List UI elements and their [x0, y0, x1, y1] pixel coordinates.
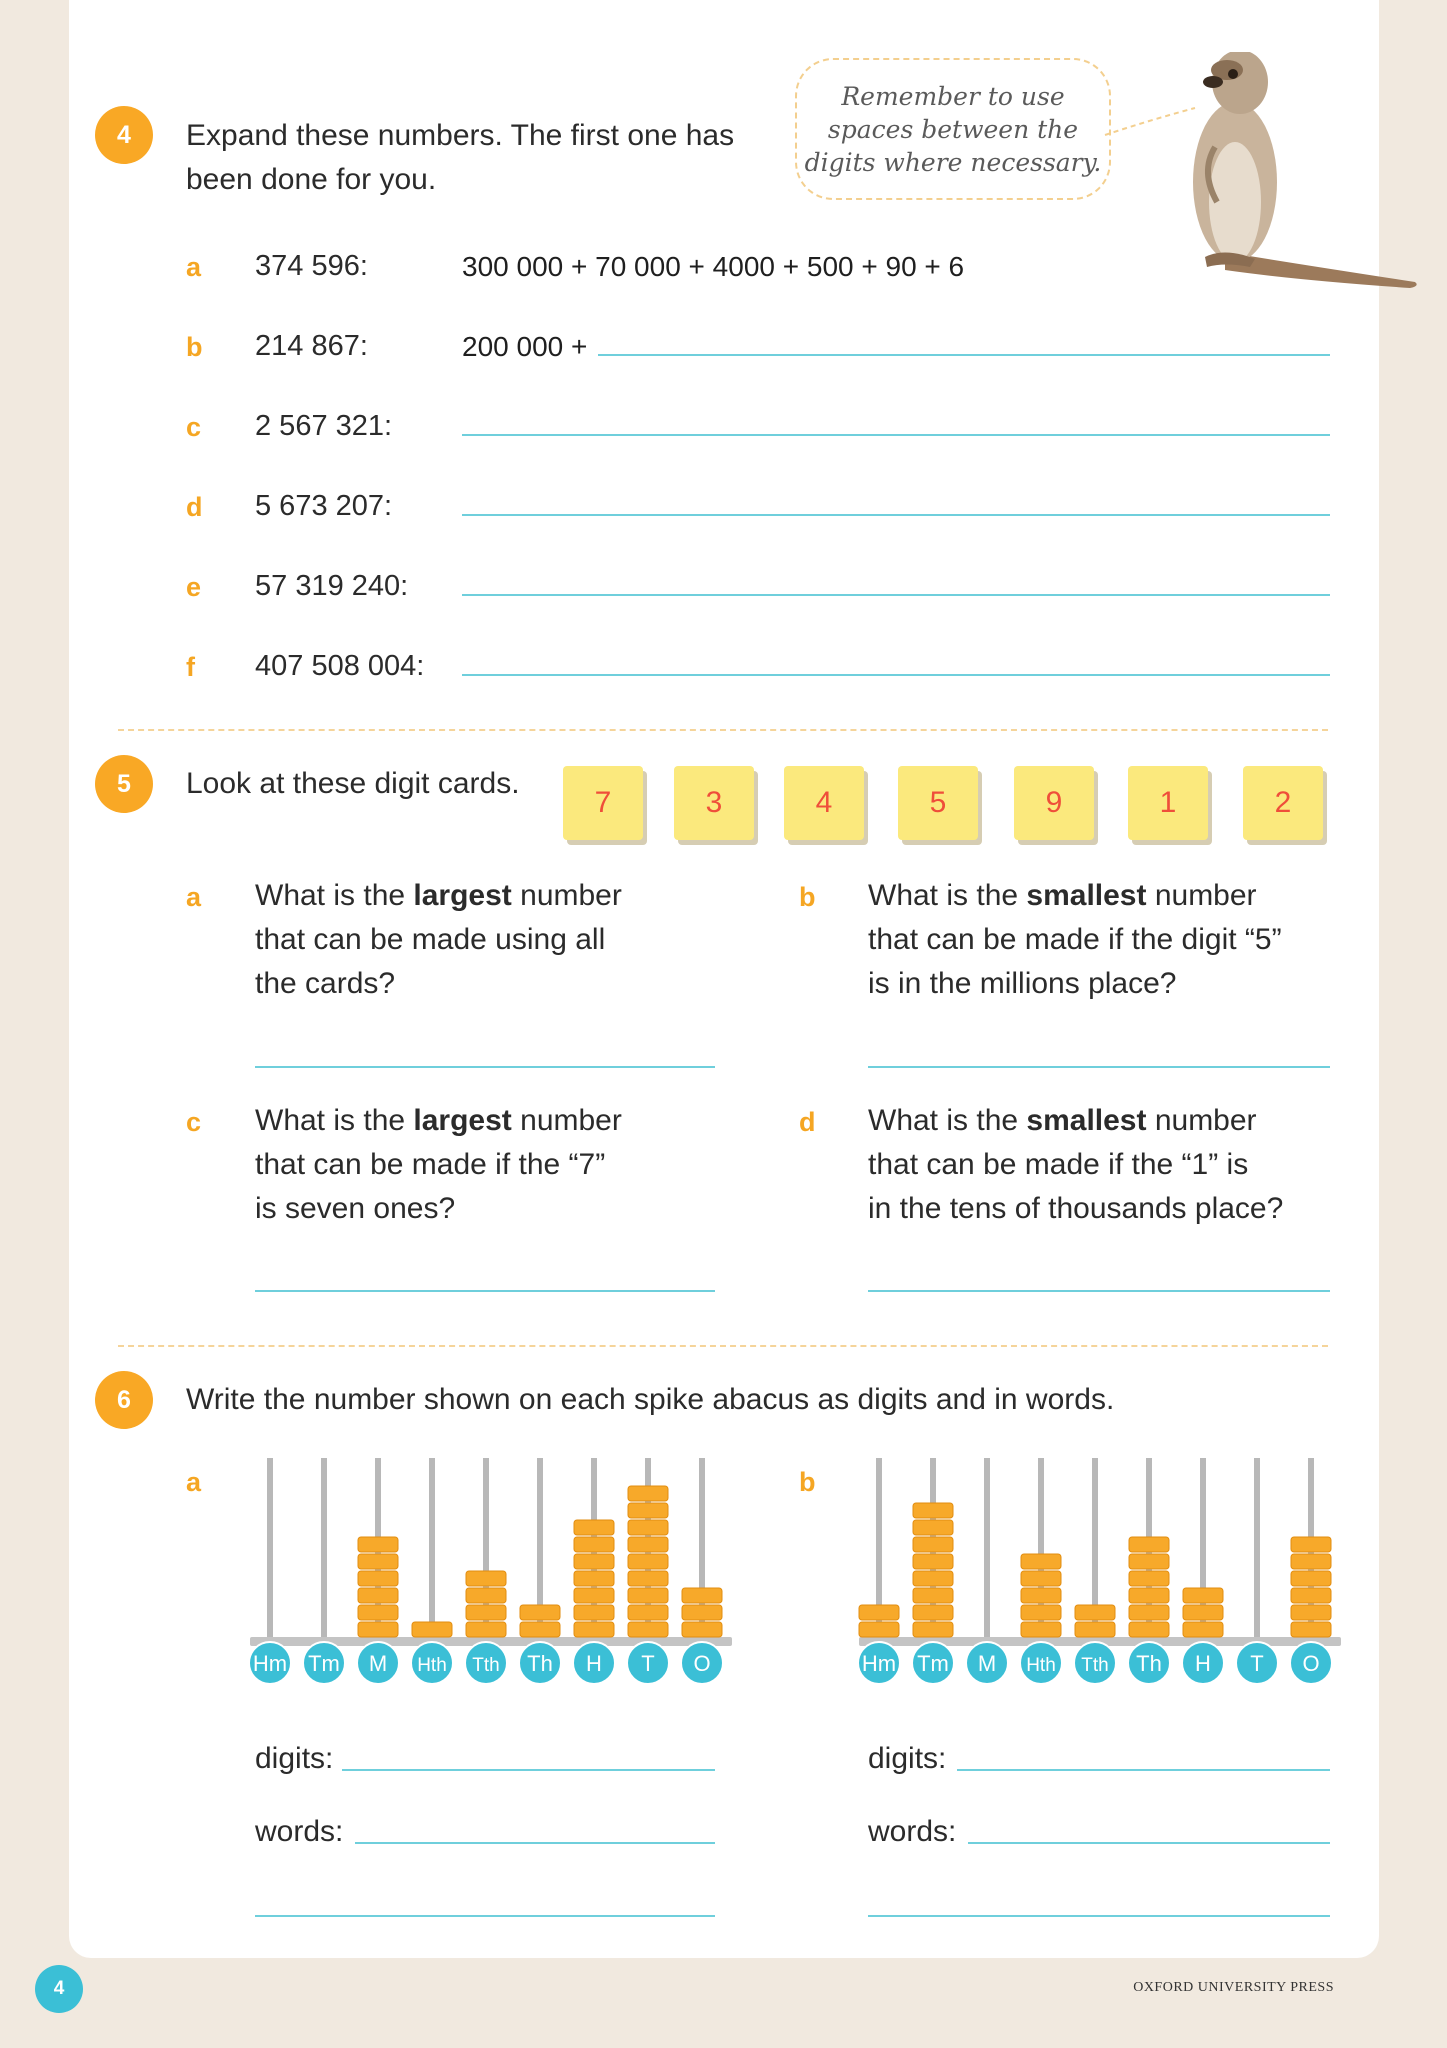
- abacus-bead-h: [574, 1622, 614, 1637]
- abacus-bead-tm: [913, 1554, 953, 1569]
- digit-card: 4: [784, 766, 864, 840]
- abacus-bead-o: [682, 1622, 722, 1637]
- place-label-o: O: [1302, 1651, 1320, 1676]
- q5-letter-a: a: [186, 882, 202, 912]
- bubble-line3: digits where necessary.: [804, 147, 1102, 177]
- abacus-bead-m: [358, 1537, 398, 1552]
- words-label-a: words:: [255, 1815, 344, 1848]
- abacus-bead-t: [628, 1554, 668, 1569]
- q4-expansion-a: 300 000 + 70 000 + 4000 + 500 + 90 + 6: [462, 251, 965, 282]
- section-divider-1: [118, 729, 1328, 731]
- q5a-question: What is the largest number that can be made using all the cards?: [255, 879, 622, 1000]
- abacus-bead-o: [682, 1588, 722, 1603]
- abacus-bead-tth: [1075, 1605, 1115, 1620]
- abacus-bead-h: [574, 1537, 614, 1552]
- abacus-bead-h: [574, 1588, 614, 1603]
- q5c-question: What is the largest number that can be made if the “7” is seven ones?: [255, 1104, 622, 1225]
- abacus-bead-hth: [412, 1622, 452, 1637]
- abacus-bead-o: [1291, 1571, 1331, 1586]
- abacus-bead-h: [574, 1554, 614, 1569]
- answer-line-4e[interactable]: [462, 594, 1330, 596]
- abacus-bead-hth: [1021, 1605, 1061, 1620]
- abacus-bead-tm: [913, 1520, 953, 1535]
- abacus-bead-th: [1129, 1554, 1169, 1569]
- q4-letter-a: a: [186, 252, 202, 282]
- digit-card: 1: [1128, 766, 1208, 840]
- abacus-bead-hth: [1021, 1588, 1061, 1603]
- q4-letter-c: c: [186, 412, 202, 442]
- abacus-bead-o: [1291, 1622, 1331, 1637]
- abacus-spike-t: [1254, 1458, 1260, 1637]
- abacus-bead-hth: [1021, 1622, 1061, 1637]
- abacus-bead-th: [520, 1605, 560, 1620]
- abacus-bead-th: [520, 1622, 560, 1637]
- abacus-bead-h: [574, 1571, 614, 1586]
- q4-letter-f: f: [186, 652, 195, 682]
- digits-label-a: digits:: [255, 1742, 334, 1775]
- abacus-bead-h: [574, 1520, 614, 1535]
- place-label-tth: Tth: [1081, 1655, 1109, 1676]
- abacus-bead-th: [1129, 1605, 1169, 1620]
- q4-letter-e: e: [186, 572, 202, 602]
- answer-line-5d[interactable]: [868, 1290, 1330, 1292]
- place-label-o: O: [693, 1651, 711, 1676]
- q5b-question: What is the smallest number that can be made if the digit “5” is in the millions place?: [868, 879, 1282, 1000]
- abacus-bead-hm: [859, 1622, 899, 1637]
- abacus-bead-tth: [466, 1571, 506, 1586]
- abacus-bead-t: [628, 1486, 668, 1501]
- abacus-bead-tth: [466, 1605, 506, 1620]
- abacus-bead-t: [628, 1537, 668, 1552]
- abacus-bead-o: [682, 1605, 722, 1620]
- abacus-bead-th: [1129, 1622, 1169, 1637]
- q4-letter-d: d: [186, 492, 203, 522]
- q4-instruction-line1: Expand these numbers. The first one has: [186, 119, 735, 152]
- abacus-bead-tm: [913, 1605, 953, 1620]
- publisher-label: OXFORD UNIVERSITY PRESS: [1133, 1980, 1334, 1995]
- abacus-bead-h: [574, 1605, 614, 1620]
- answer-line-4b[interactable]: [598, 354, 1330, 356]
- words-line-b[interactable]: [968, 1842, 1330, 1844]
- q5d-question: What is the smallest number that can be made if the “1” is in the tens of thousands place?: [868, 1104, 1284, 1225]
- abacus-bead-t: [628, 1588, 668, 1603]
- question-4-badge: 4: [95, 106, 153, 164]
- abacus-bead-t: [628, 1605, 668, 1620]
- meerkat-illustration: [1165, 52, 1425, 297]
- q4-letter-b: b: [186, 332, 203, 362]
- words-label-b: words:: [868, 1815, 957, 1848]
- q5-letter-b: b: [799, 882, 816, 912]
- abacus-bead-o: [1291, 1537, 1331, 1552]
- digits-line-a[interactable]: [342, 1769, 715, 1771]
- place-label-h: H: [586, 1651, 602, 1676]
- q4-number-b: 214 867:: [255, 330, 368, 362]
- abacus-bead-tm: [913, 1622, 953, 1637]
- q4-instruction-line2: been done for you.: [186, 163, 437, 196]
- abacus-bead-o: [1291, 1588, 1331, 1603]
- abacus-spike-tm: [321, 1458, 327, 1637]
- words-line-b-2[interactable]: [868, 1915, 1330, 1917]
- abacus-bead-t: [628, 1503, 668, 1518]
- place-label-m: M: [368, 1651, 388, 1676]
- abacus-bead-th: [1129, 1571, 1169, 1586]
- q4-number-d: 5 673 207:: [255, 490, 393, 522]
- place-label-hth: Hth: [417, 1655, 447, 1676]
- abacus-bead-t: [628, 1571, 668, 1586]
- place-label-tth: Tth: [472, 1655, 500, 1676]
- question-6-badge: 6: [95, 1371, 153, 1429]
- question-5-badge: 5: [95, 755, 153, 813]
- answer-line-4d[interactable]: [462, 514, 1330, 516]
- abacus-bead-o: [1291, 1605, 1331, 1620]
- abacus-bead-hth: [1021, 1571, 1061, 1586]
- digits-line-b[interactable]: [957, 1769, 1330, 1771]
- speech-bubble: [795, 58, 1111, 200]
- q5-letter-c: c: [186, 1107, 202, 1137]
- abacus-bead-o: [1291, 1554, 1331, 1569]
- abacus-bead-t: [628, 1520, 668, 1535]
- digit-card: 9: [1014, 766, 1094, 840]
- place-label-m: M: [977, 1651, 997, 1676]
- place-label-th: Th: [1136, 1651, 1162, 1676]
- abacus-bead-tm: [913, 1503, 953, 1518]
- abacus-bead-m: [358, 1605, 398, 1620]
- q5-letter-d: d: [799, 1107, 816, 1137]
- words-line-a[interactable]: [355, 1842, 715, 1844]
- place-label-hm: Hm: [861, 1651, 897, 1676]
- abacus-bead-hm: [859, 1605, 899, 1620]
- q4-number-e: 57 319 240:: [255, 570, 409, 602]
- question-5-instruction: Look at these digit cards.: [186, 767, 520, 800]
- spike-abacus-b: [849, 1440, 1349, 1690]
- answer-line-5b[interactable]: [868, 1066, 1330, 1068]
- bubble-line1: Remember to use: [841, 81, 1065, 111]
- place-label-tm: Tm: [308, 1651, 340, 1676]
- place-label-hth: Hth: [1026, 1655, 1056, 1676]
- abacus-bead-t: [628, 1622, 668, 1637]
- question-6-instruction: Write the number shown on each spike abacus as digits and in words.: [186, 1383, 1115, 1416]
- abacus-bead-tm: [913, 1588, 953, 1603]
- place-label-h: H: [1195, 1651, 1211, 1676]
- q4-expansion-b: 200 000 +: [462, 331, 588, 362]
- abacus-bead-tth: [466, 1588, 506, 1603]
- abacus-spike-hth: [429, 1458, 435, 1637]
- question-4-instruction: [186, 114, 734, 202]
- q6-letter-a: a: [186, 1467, 202, 1497]
- answer-line-5a[interactable]: [255, 1066, 715, 1068]
- q4-number-f: 407 508 004:: [255, 650, 425, 682]
- abacus-bead-m: [358, 1571, 398, 1586]
- bubble-line2: spaces between the: [827, 114, 1079, 144]
- abacus-bead-m: [358, 1622, 398, 1637]
- abacus-bead-m: [358, 1554, 398, 1569]
- abacus-bead-h: [1183, 1588, 1223, 1603]
- abacus-bead-th: [1129, 1588, 1169, 1603]
- words-line-a-2[interactable]: [255, 1915, 715, 1917]
- section-divider-2: [118, 1345, 1328, 1347]
- abacus-bead-tm: [913, 1537, 953, 1552]
- answer-line-5c[interactable]: [255, 1290, 715, 1292]
- abacus-bead-hth: [1021, 1554, 1061, 1569]
- q4-number-c: 2 567 321:: [255, 410, 393, 442]
- digit-card: 2: [1243, 766, 1323, 840]
- place-label-t: T: [1250, 1651, 1264, 1676]
- place-label-t: T: [641, 1651, 655, 1676]
- digit-card: 7: [563, 766, 643, 840]
- place-label-hm: Hm: [252, 1651, 288, 1676]
- q4-number-a: 374 596:: [255, 250, 368, 282]
- spike-abacus-a: [240, 1440, 740, 1690]
- page-number-badge: 4: [35, 1965, 83, 2013]
- abacus-bead-tm: [913, 1571, 953, 1586]
- place-label-th: Th: [527, 1651, 553, 1676]
- abacus-spike-m: [984, 1458, 990, 1637]
- abacus-bead-h: [1183, 1605, 1223, 1620]
- abacus-bead-tth: [1075, 1622, 1115, 1637]
- q6-letter-b: b: [799, 1467, 816, 1497]
- place-label-tm: Tm: [917, 1651, 949, 1676]
- abacus-bead-h: [1183, 1622, 1223, 1637]
- digit-card: 5: [898, 766, 978, 840]
- answer-line-4f[interactable]: [462, 674, 1330, 676]
- digit-card: 3: [674, 766, 754, 840]
- abacus-bead-m: [358, 1588, 398, 1603]
- abacus-bead-tth: [466, 1622, 506, 1637]
- digits-label-b: digits:: [868, 1742, 947, 1775]
- abacus-bead-th: [1129, 1537, 1169, 1552]
- answer-line-4c[interactable]: [462, 434, 1330, 436]
- abacus-spike-hm: [267, 1458, 273, 1637]
